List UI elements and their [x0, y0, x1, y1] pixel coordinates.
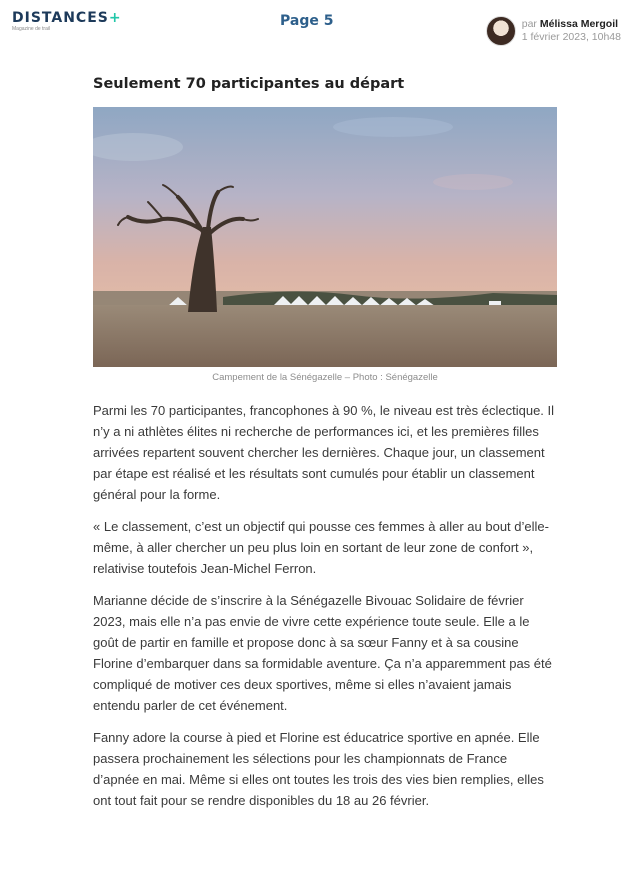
logo-text: DISTANCES [12, 10, 109, 26]
paragraph: « Le classement, c’est un objectif qui pousse ces femmes à aller au bout d’elle-même, à aller chercher un peu plus loin en sortant de leur zone de confort », relativise toutefois Jean-Michel Ferron. [93, 519, 549, 576]
logo-tagline: Magazine de trail [12, 26, 51, 32]
site-logo[interactable] [12, 10, 122, 26]
paragraph: Fanny adore la course à pied et Florine est éducatrice sportive en apnée. Elle passera prochainement les sélections pour les championnats de France d’apnée en mai. Même si elles ont toutes les trois des vies bien remplies, elles ont tout fait pour se rendre disponibles du 18 au 26 février. [93, 730, 544, 808]
page-header [0, 0, 633, 60]
publish-date: 1 février 2023, 10h48 [521, 31, 621, 43]
avatar[interactable] [486, 16, 516, 46]
image-caption: Campement de la Sénégazelle – Photo : Sénégazelle [212, 372, 438, 383]
baobab-camp-image [93, 107, 557, 367]
paragraph: Marianne décide de s’inscrire à la Sénégazelle Bivouac Solidaire de février 2023, mais elle n’a pas envie de vivre cette expérience toute seule. Elle a le goût de partir en famille et propose donc à sa sœur Fanny et à sa cousine Florine d’embarquer dans sa formidable aventure. Ça n’a apparemment pas été compliqué de motiver ces deux sportives, même si elles n’avaient jamais entendu parler de cet événement. [93, 593, 552, 713]
article-photo [93, 107, 557, 367]
logo-plus-icon: + [108, 10, 122, 26]
author-name[interactable]: Mélissa Mergoil [539, 18, 619, 30]
section-title: Seulement 70 participantes au départ [93, 76, 405, 92]
article-body [93, 400, 555, 822]
paragraph: Parmi les 70 participantes, francophones à 90 %, le niveau est très éclectique. Il n’y a ni athlètes élites ni recherche de performances ici, et les premières filles arrivées repartent souvent chercher les dernières. Chaque jour, un classement par étape est réalisé et les résultats sont cumulés pour établir un classement général pour la forme. [93, 403, 555, 502]
page-number: Page 5 [280, 13, 334, 29]
author-block [486, 16, 621, 46]
author-prefix: par [521, 18, 537, 30]
